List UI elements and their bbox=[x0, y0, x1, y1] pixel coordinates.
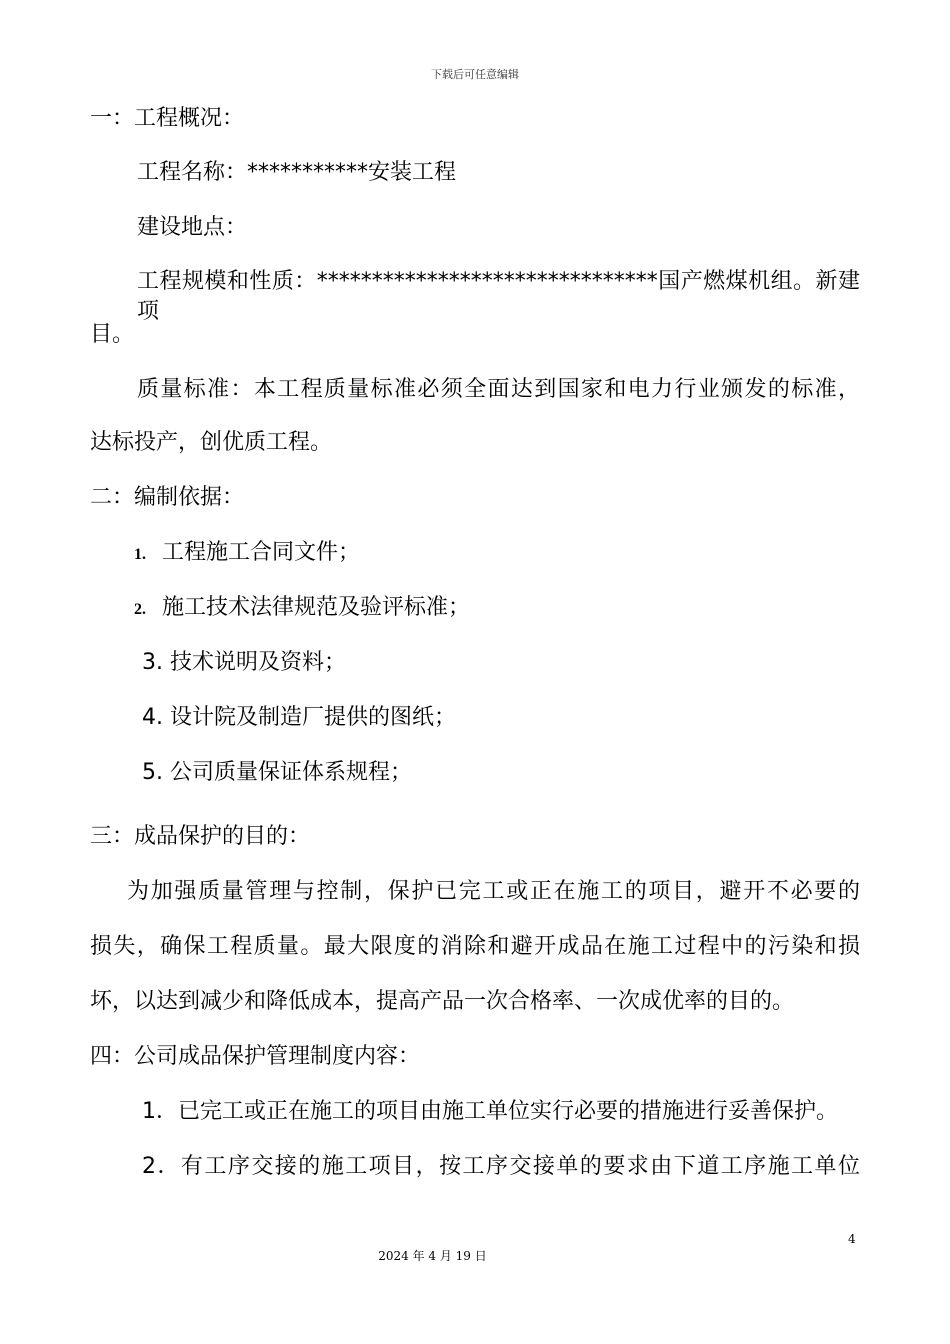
purpose-para-line3: 坏，以达到减少和降低成本，提高产品一次合格率、一次成优率的目的。 bbox=[90, 989, 795, 1014]
section-heading-overview: 一：工程概况： bbox=[90, 106, 245, 131]
section-heading-system: 四：公司成品保护管理制度内容： bbox=[90, 1044, 421, 1069]
list-number: 1. bbox=[134, 546, 146, 563]
basis-item-3: 3. 技术说明及资料； bbox=[142, 650, 346, 675]
project-name: 工程名称：***********安装工程 bbox=[137, 160, 457, 185]
page-header: 下载后可任意编辑 bbox=[431, 68, 519, 81]
construction-location: 建设地点： bbox=[137, 215, 248, 240]
quality-standard-line2: 达标投产，创优质工程。 bbox=[90, 430, 333, 455]
section-heading-basis: 二：编制依据： bbox=[90, 485, 245, 510]
page-number: 4 bbox=[848, 1232, 856, 1246]
purpose-para-line2: 损失，确保工程质量。最大限度的消除和避开成品在施工过程中的污染和损 bbox=[90, 934, 860, 959]
page-footer-date: 2024 年 4 月 19 日 bbox=[378, 1249, 487, 1263]
basis-item-2 bbox=[134, 593, 470, 625]
system-item-1: 1．已完工或正在施工的项目由施工单位实行必要的措施进行妥善保护。 bbox=[142, 1099, 838, 1124]
quality-standard-line1: 质量标准：本工程质量标准必须全面达到国家和电力行业颁发的标准， bbox=[137, 377, 860, 402]
system-item-2: 2．有工序交接的施工项目，按工序交接单的要求由下道工序施工单位 bbox=[142, 1154, 860, 1179]
list-item-text: 工程施工合同文件； bbox=[162, 540, 361, 565]
basis-item-1 bbox=[134, 538, 360, 570]
basis-item-5: 5. 公司质量保证体系规程； bbox=[142, 760, 412, 785]
list-number: 2. bbox=[134, 601, 146, 618]
section-heading-purpose: 三：成品保护的目的： bbox=[90, 824, 311, 849]
purpose-para-line1: 为加强质量管理与控制，保护已完工或正在施工的项目，避开不必要的 bbox=[127, 879, 860, 904]
basis-item-4: 4. 设计院及制造厂提供的图纸； bbox=[142, 705, 456, 730]
project-scale-line2: 目。 bbox=[90, 322, 135, 347]
project-scale-line1: 工程规模和性质：*******************************国产燃煤机组。新建项 bbox=[137, 269, 860, 324]
list-item-text: 施工技术法律规范及验评标准； bbox=[162, 595, 471, 620]
